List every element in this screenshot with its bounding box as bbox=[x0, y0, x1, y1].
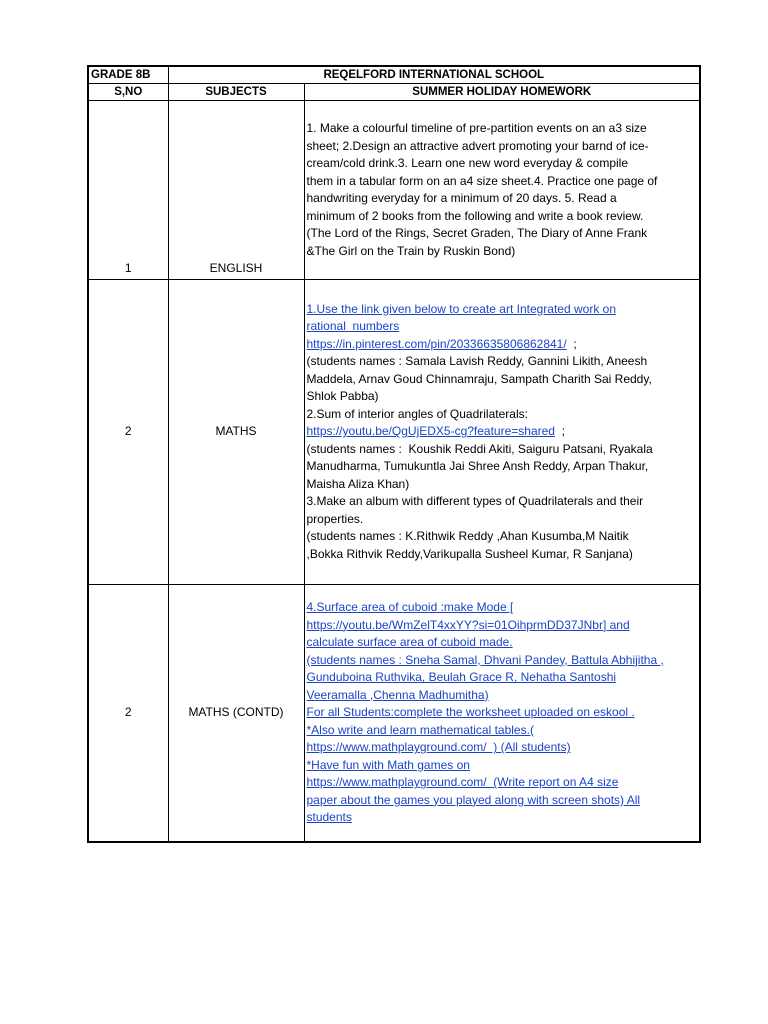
homework-line: properties. bbox=[306, 511, 364, 526]
homework-line: Maddela, Arnav Goud Chinnamraju, Sampath Charith Sai Reddy, bbox=[306, 371, 652, 386]
homework-line: minimum of 2 books from the following and write a book review. bbox=[306, 208, 644, 223]
homework-line: Manudharma, Tumukuntla Jai Shree Ansh Reddy, Arpan Thakur, bbox=[306, 459, 649, 474]
homework-line: 3.Make an album with different types of Quadrilaterals and their bbox=[306, 494, 644, 509]
homework-line: them in a tabular form on an a4 size sheet.4. Practice one page of bbox=[306, 173, 658, 188]
homework-table bbox=[87, 65, 701, 843]
homework-line: (students names : Sneha Samal, Dhvani Pandey, Battula Abhijitha , bbox=[306, 652, 664, 667]
semicolon: ; bbox=[561, 424, 565, 439]
col-header-sno: S,NO bbox=[88, 84, 168, 101]
homework-line: handwriting everyday for a minimum of 20 days. 5. Read a bbox=[306, 191, 617, 205]
mathplayground-link[interactable]: https://www.mathplayground.com/ (Write report on A4 size bbox=[306, 775, 619, 790]
homework-line: *Have fun with Math games on bbox=[306, 757, 470, 772]
homework-line[interactable]: https://youtu.be/WmZelT4xxYY?si=01OihprmDD37JNbr] and bbox=[306, 617, 630, 632]
homework-line[interactable]: 4.Surface area of cuboid :make Mode [ bbox=[306, 600, 514, 615]
row-sno: 2 bbox=[88, 585, 168, 843]
homework-line: Gunduboina Ruthvika, Beulah Grace R, Nehatha Santoshi bbox=[306, 670, 617, 685]
homework-line: cream/cold drink.3. Learn one new word everyday & compile bbox=[306, 156, 628, 170]
homework-line: Shlok Pabba) bbox=[306, 389, 379, 404]
mathplayground-link[interactable]: https://www.mathplayground.com/ ) (All students) bbox=[306, 740, 571, 755]
row-subject: ENGLISH bbox=[168, 101, 304, 280]
semicolon: ; bbox=[573, 336, 577, 351]
homework-line: ,Bokka Rithvik Reddy,Varikupalla Susheel Kumar, R Sanjana) bbox=[306, 546, 633, 561]
homework-line: (students names : Koushik Reddi Akiti, Saiguru Patsani, Ryakala bbox=[306, 441, 653, 456]
row-homework-english bbox=[304, 101, 700, 280]
grade-label: GRADE 8B bbox=[88, 66, 168, 84]
homework-line: sheet; 2.Design an attractive advert promoting your barnd of ice- bbox=[306, 138, 649, 153]
table-row bbox=[88, 585, 700, 843]
school-name: REQELFORD INTERNATIONAL SCHOOL bbox=[168, 66, 700, 84]
homework-line: rational numbers bbox=[306, 319, 400, 334]
homework-line: Veeramalla ,Chenna Madhumitha) bbox=[306, 687, 489, 702]
row-homework-maths-contd bbox=[304, 585, 700, 843]
homework-line: *Also write and learn mathematical tables.( bbox=[306, 722, 534, 737]
homework-line: Maisha Aliza Khan) bbox=[306, 476, 410, 491]
homework-line: 1.Use the link given below to create art Integrated work on bbox=[306, 301, 617, 316]
homework-line: &The Girl on the Train by Ruskin Bond) bbox=[306, 243, 516, 258]
col-header-homework: SUMMER HOLIDAY HOMEWORK bbox=[304, 84, 700, 101]
homework-line: paper about the games you played along with screen shots) All bbox=[306, 792, 641, 807]
homework-line: (students names : Samala Lavish Reddy, Gannini Likith, Aneesh bbox=[306, 354, 648, 369]
table-row bbox=[88, 280, 700, 585]
row-homework-maths bbox=[304, 280, 700, 585]
row-sno: 2 bbox=[88, 280, 168, 585]
homework-line: (students names : K.Rithwik Reddy ,Ahan Kusumba,M Naitik bbox=[306, 529, 629, 544]
youtube-link[interactable]: https://youtu.be/QgUjEDX5-cg?feature=shared bbox=[306, 424, 555, 439]
homework-line: (The Lord of the Rings, Secret Graden, The Diary of Anne Frank bbox=[306, 226, 648, 240]
homework-line: 1. Make a colourful timeline of pre-partition events on an a3 size bbox=[306, 121, 647, 135]
row-subject: MATHS (CONTD) bbox=[168, 585, 304, 843]
row-subject: MATHS bbox=[168, 280, 304, 585]
homework-line: calculate surface area of cuboid made. bbox=[306, 635, 513, 650]
table-row bbox=[88, 101, 700, 280]
homework-line: students bbox=[306, 810, 352, 825]
pinterest-link[interactable]: https://in.pinterest.com/pin/20336635806862841/ bbox=[306, 336, 567, 351]
col-header-subjects: SUBJECTS bbox=[168, 84, 304, 101]
row-sno: 1 bbox=[88, 101, 168, 280]
homework-line: For all Students:complete the worksheet uploaded on eskool . bbox=[306, 705, 635, 720]
homework-line: 2.Sum of interior angles of Quadrilaterals: bbox=[306, 406, 528, 421]
